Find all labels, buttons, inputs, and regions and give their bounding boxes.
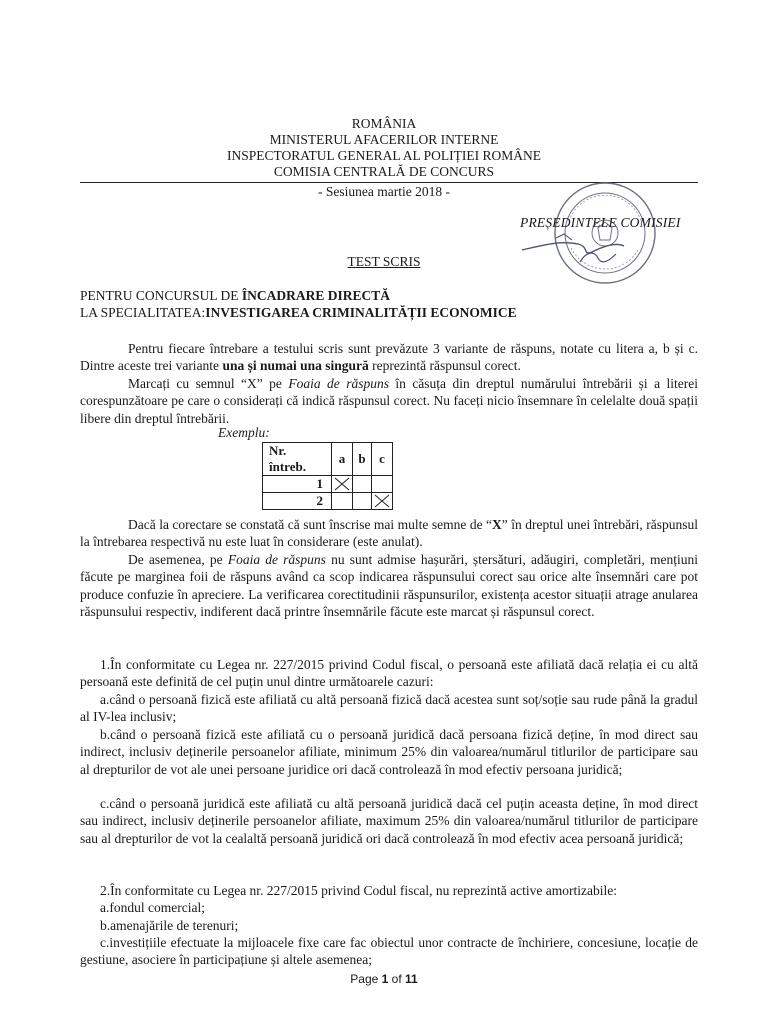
document-title: TEST SCRIS [347,254,421,269]
question-2-stem: 2.În conformitate cu Legea nr. 227/2015 privind Codul fiscal, nu reprezintă active amortizabile: [100,883,617,898]
question-1-stem: 1.În conformitate cu Legea nr. 227/2015 privind Codul fiscal, o persoană este afiliată dacă relația ei cu altă persoană este definită de cel puțin unul dintre următoarele cazuri: [80,657,698,690]
table-header-question: Nr. întreb. [263,443,332,476]
table-cell-2a [332,493,353,510]
x-mark-icon [334,477,350,491]
table-cell-1b [353,476,372,493]
table-cell-1a [332,476,353,493]
subtitle-line2: LA SPECIALITATEA:INVESTIGAREA CRIMINALITĂȚII ECONOMICE [80,305,517,320]
table-cell-2b [353,493,372,510]
table-cell-2c [372,493,393,510]
example-answer-table [262,442,393,510]
header-commission: COMISIA CENTRALĂ DE CONCURS [273,164,495,179]
instruction-paragraph-4: De asemenea, pe Foaia de răspuns nu sunt admise hașurări, ștersături, adăugiri, completări, mențiuni făcute pe marginea foii de răspuns având ca scop indicarea răspunsului corect sau orice alte însemnări care pot produce confuzie în apreciere. La verificarea corectitudinii răspunsurilor, existența acestor situații atrage anularea răspunsului respectiv, indiferent dacă printre însemnările făcute este marcat și răspunsul corect. [80,552,698,619]
header-ministry: MINISTERUL AFACERILOR INTERNE [269,132,499,147]
instruction-paragraph-2: Marcați cu semnul “X” pe Foaia de răspuns în căsuța din dreptul numărului întrebării și a literei corespunzătoare pe care o considerați că indică răspunsul corect. Nu faceți nicio însemnare în celelalte două spații libere din dreptul întrebării. [80,376,698,426]
x-mark-icon [374,494,390,508]
table-header-a: a [332,443,353,476]
table-header-c: c [372,443,393,476]
instruction-paragraph-3: Dacă la corectare se constată că sunt înscrise mai multe semne de “X” în dreptul unei întrebări, răspunsul la întrebarea respectivă nu este luat în considerare (este anulat). [80,517,698,550]
instruction-paragraph-1: Pentru fiecare întrebare a testului scris sunt prevăzute 3 variante de răspuns, notate cu litera a, b și c. Dintre aceste trei variante una și numai una singură reprezintă răspunsul corect. [80,341,698,374]
question-1-option-b: b.când o persoană fizică este afiliată cu o persoană juridică dacă persoana fizică deține, în mod direct sau indirect, inclusiv deținerile persoanelor afiliate, minimum 25% din valoarea/numărul titlurilor de participare sau al drepturilor de vot ale unei persoane juridice ori dacă controlează în mod efectiv persoana juridică; [80,727,698,777]
session-label: - Sesiunea martie 2018 - [318,184,450,199]
question-1-option-c: c.când o persoană juridică este afiliată cu altă persoană juridică dacă cel puțin aceasta deține, în mod direct sau indirect, inclusiv deținerile persoanelor afiliate, maximum 25% din valoarea/numărul titlurilor de participare sau al drepturilor de vot la cealaltă persoană juridică ori dacă controlează în mod efectiv acea persoană juridică; [80,796,698,846]
signature-title: PREȘEDINTELE COMISIEI [520,215,681,230]
subtitle-line1: PENTRU CONCURSUL DE ÎNCADRARE DIRECTĂ [80,288,391,303]
header-country: ROMÂNIA [351,116,417,131]
page-number: Page 1 of 11 [350,972,418,986]
question-2-option-a: a.fondul comercial; [100,900,205,915]
question-1-option-a: a.când o persoană fizică este afiliată cu altă persoană fizică dacă acestea sunt soț/soție sau rude până la gradul al IV-lea inclusiv; [80,692,698,725]
question-2-option-c: c.investițiile efectuate la mijloacele fixe care fac obiectul unor contracte de închiriere, concesiune, locație de gestiune, asociere în participațiune și altele asemenea; [80,935,698,968]
example-label: Exemplu: [218,425,270,440]
official-stamp-icon [520,180,670,286]
table-row-1-number: 1 [263,476,332,493]
header-inspectorate: INSPECTORATUL GENERAL AL POLIȚIEI ROMÂNE [227,148,541,163]
question-2-option-b: b.amenajările de terenuri; [100,918,239,933]
table-header-b: b [353,443,372,476]
table-cell-1c [372,476,393,493]
table-row-2-number: 2 [263,493,332,510]
